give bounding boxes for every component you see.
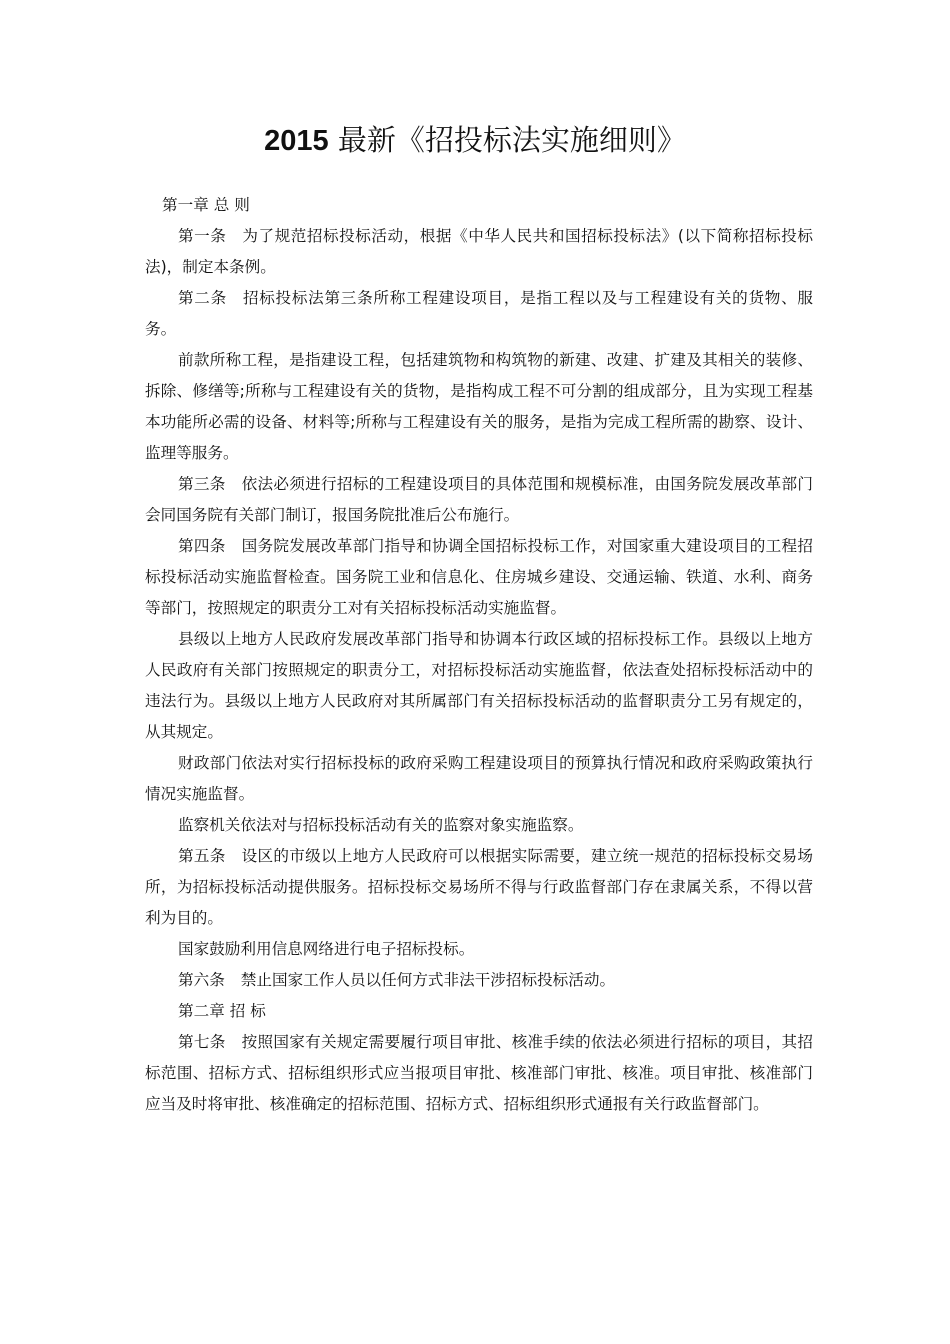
paragraph-text: 招标投标法第三条所称工程建设项目，是指工程以及与工程建设有关的货物、服务。 (145, 289, 813, 338)
paragraph (145, 965, 813, 996)
paragraph (145, 748, 813, 810)
article-number: 第一条 (178, 227, 227, 245)
paragraph-text: 按照国家有关规定需要履行项目审批、核准手续的依法必须进行招标的项目，其招标范围、招标方式、招标组织形式应当报项目审批、核准部门审批、核准。项目审批、核准部门应当及时将审批、核准确定的招标范围、招标方式、招标组织形式通报有关行政监督部门。 (145, 1033, 813, 1113)
paragraph (145, 810, 813, 841)
article-number: 第二条 (178, 289, 227, 307)
title-text: 最新《招投标法实施细则》 (337, 123, 686, 157)
article-number: 第四条 (178, 537, 226, 555)
paragraph-text: 国务院发展改革部门指导和协调全国招标投标工作，对国家重大建设项目的工程招标投标活动实施监督检查。国务院工业和信息化、住房城乡建设、交通运输、铁道、水利、商务等部门，按照规定的职责分工对有关招标投标活动实施监督。 (145, 537, 813, 617)
title-year: 2015 (264, 125, 329, 157)
paragraph-text: 前款所称工程，是指建设工程，包括建筑物和构筑物的新建、改建、扩建及其相关的装修、拆除、修缮等;所称与工程建设有关的货物，是指构成工程不可分割的组成部分，且为实现工程基本功能所必需的设备、材料等;所称与工程建设有关的服务，是指为完成工程所需的勘察、设计、监理等服务。 (145, 351, 813, 462)
chapter-heading: 第一章 总 则 (162, 196, 250, 214)
paragraph (145, 624, 813, 748)
paragraph (145, 345, 813, 469)
article-number: 第三条 (178, 475, 226, 493)
article-number: 第五条 (178, 847, 226, 865)
paragraph-text: 为了规范招标投标活动，根据《中华人民共和国招标投标法》(以下简称招标投标法)，制定本条例。 (145, 227, 813, 276)
document-title (0, 118, 950, 163)
paragraph (145, 1027, 813, 1120)
paragraph (145, 934, 813, 965)
chapter-one-section (145, 221, 813, 996)
paragraph (145, 531, 813, 624)
chapter-heading: 第二章 招 标 (178, 1002, 266, 1020)
paragraph-text: 国家鼓励利用信息网络进行电子招标投标。 (178, 940, 475, 958)
paragraph-text: 县级以上地方人民政府发展改革部门指导和协调本行政区域的招标投标工作。县级以上地方人民政府有关部门按照规定的职责分工，对招标投标活动实施监督，依法查处招标投标活动中的违法行为。县级以上地方人民政府对其所属部门有关招标投标活动的监督职责分工另有规定的，从其规定。 (145, 630, 813, 741)
article-number: 第七条 (178, 1033, 226, 1051)
paragraph (145, 221, 813, 283)
paragraph-text: 依法必须进行招标的工程建设项目的具体范围和规模标准，由国务院发展改革部门会同国务院有关部门制订，报国务院批准后公布施行。 (145, 475, 813, 524)
paragraph (145, 283, 813, 345)
paragraph-text: 设区的市级以上地方人民政府可以根据实际需要，建立统一规范的招标投标交易场所，为招标投标活动提供服务。招标投标交易场所不得与行政监督部门存在隶属关系，不得以营利为目的。 (145, 847, 813, 927)
article-number: 第六条 (178, 971, 225, 989)
paragraph (145, 469, 813, 531)
chapter-two-section (145, 1027, 813, 1120)
paragraph-text: 财政部门依法对实行招标投标的政府采购工程建设项目的预算执行情况和政府采购政策执行情况实施监督。 (145, 754, 813, 803)
paragraph-text: 监察机关依法对与招标投标活动有关的监察对象实施监察。 (178, 816, 584, 834)
paragraph (145, 841, 813, 934)
document-body (145, 190, 813, 1120)
paragraph-text: 禁止国家工作人员以任何方式非法干涉招标投标活动。 (240, 971, 616, 989)
